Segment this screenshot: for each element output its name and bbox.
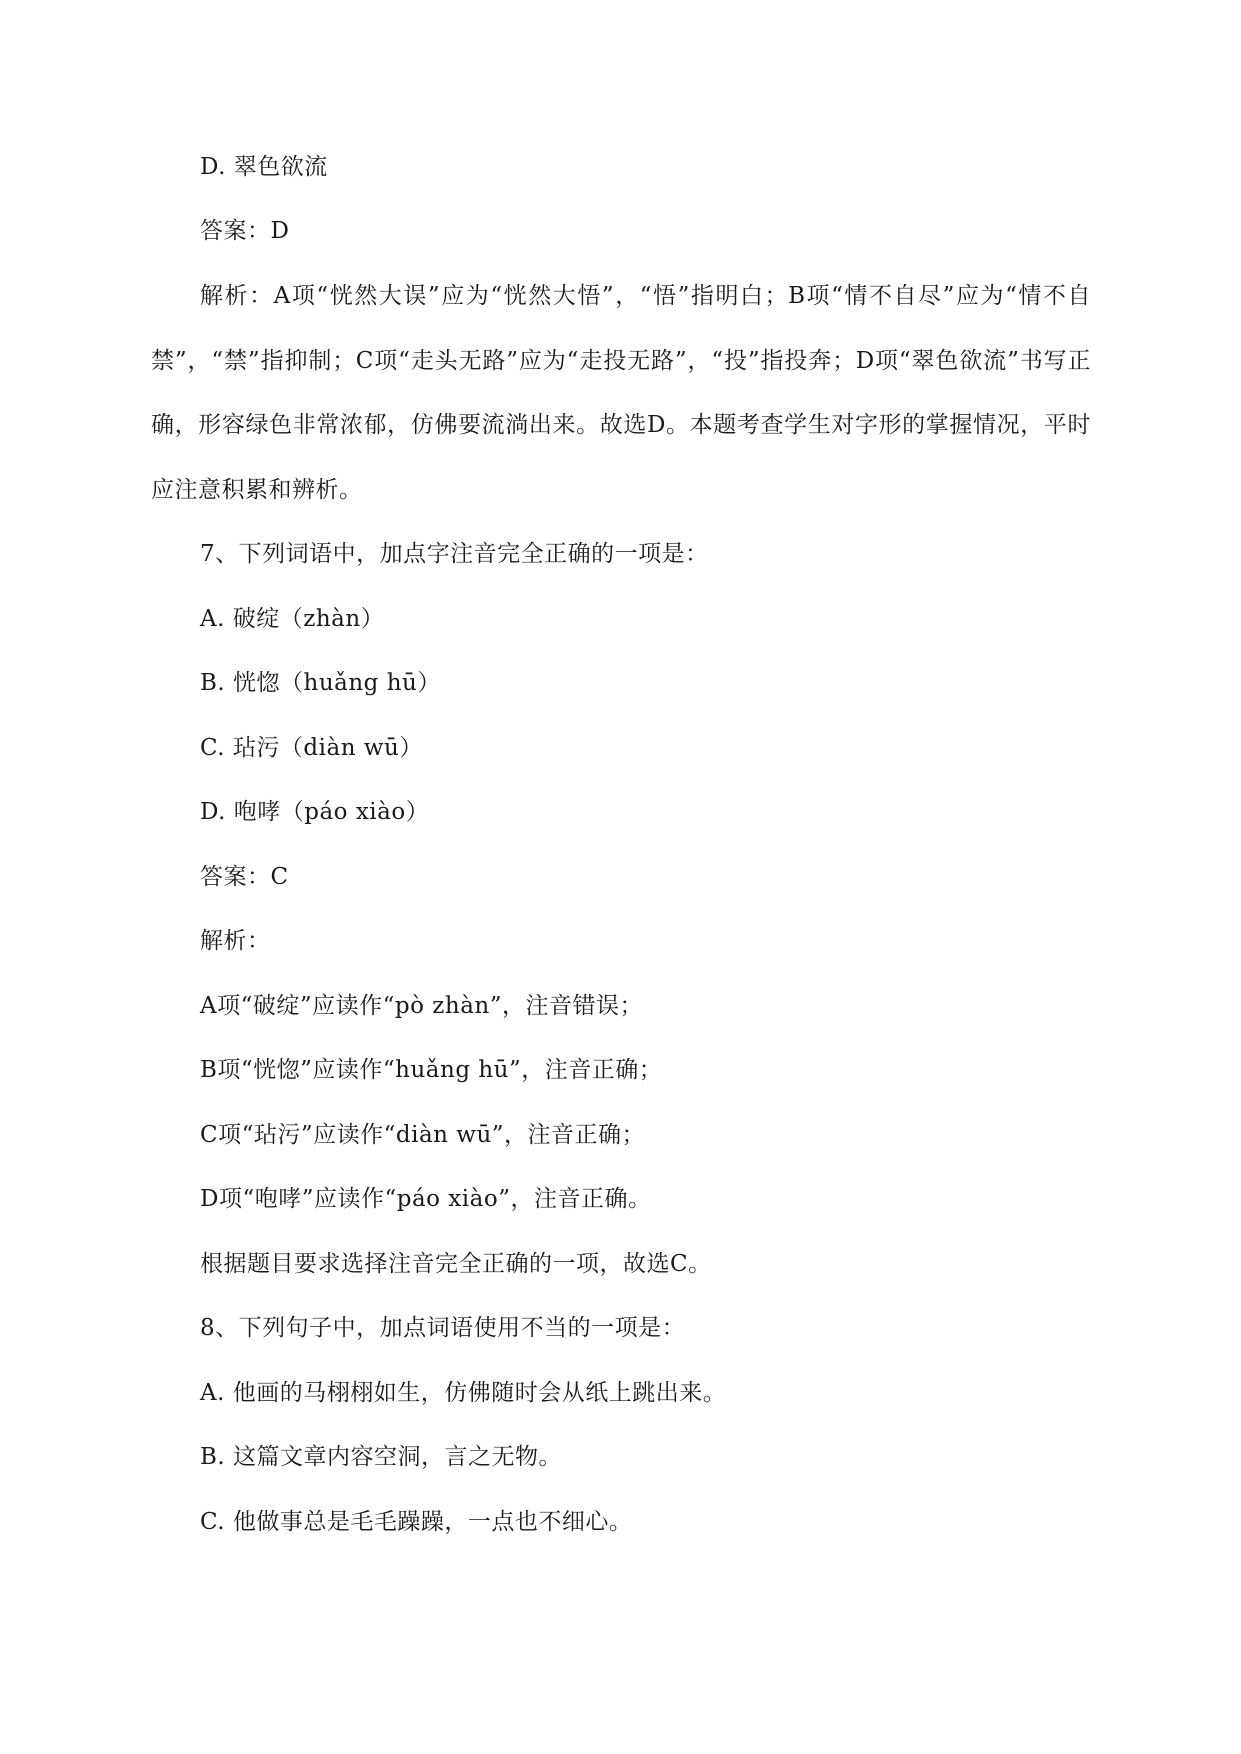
q7-option-b: B. 恍惚（huǎng hū） xyxy=(200,670,441,696)
q7-option-c: C. 玷污（diàn wū） xyxy=(200,735,423,761)
q7-analysis-item-a: A项“破绽”应读作“pò zhàn”，注音错误； xyxy=(200,993,643,1019)
q7-option-d: D. 咆哮（páo xiào） xyxy=(200,799,430,825)
q6-analysis: 解析：A项“恍然大误”应为“恍然大悟”，“悟”指明白；B项“情不自尽”应为“情不自禁”，“禁”指抑制；C项“走头无路”应为“走投无路”，“投”指投奔；D项“翠色欲流”书写正确，形容绿色非常浓郁，仿佛要流淌出来。故选D。本题考查学生对字形的掌握情况，平时应注意积累和辨析。 xyxy=(151,283,1091,503)
q7-analysis-item-b: B项“恍惚”应读作“huǎng hū”，注音正确； xyxy=(200,1057,663,1083)
q8-question: 8、下列句子中，加点词语使用不当的一项是： xyxy=(200,1315,686,1341)
q6-answer: 答案：D xyxy=(200,218,290,244)
q8-option-c: C. 他做事总是毛毛躁躁，一点也不细心。 xyxy=(200,1509,633,1535)
q7-conclusion: 根据题目要求选择注音完全正确的一项，故选C。 xyxy=(200,1251,712,1277)
q7-analysis-label: 解析： xyxy=(200,928,271,954)
q7-analysis-item-d: D项“咆哮”应读作“páo xiào”，注音正确。 xyxy=(200,1186,652,1212)
q6-option-d: D. 翠色欲流 xyxy=(200,154,328,180)
q8-option-b: B. 这篇文章内容空洞，言之无物。 xyxy=(200,1444,563,1470)
q7-answer: 答案：C xyxy=(200,864,289,890)
q7-option-a: A. 破绽（zhàn） xyxy=(200,606,385,632)
q7-analysis-item-c: C项“玷污”应读作“diàn wū”，注音正确； xyxy=(200,1122,646,1148)
q7-question: 7、下列词语中，加点字注音完全正确的一项是： xyxy=(200,541,709,567)
q8-option-a: A. 他画的马栩栩如生，仿佛随时会从纸上跳出来。 xyxy=(200,1380,727,1406)
